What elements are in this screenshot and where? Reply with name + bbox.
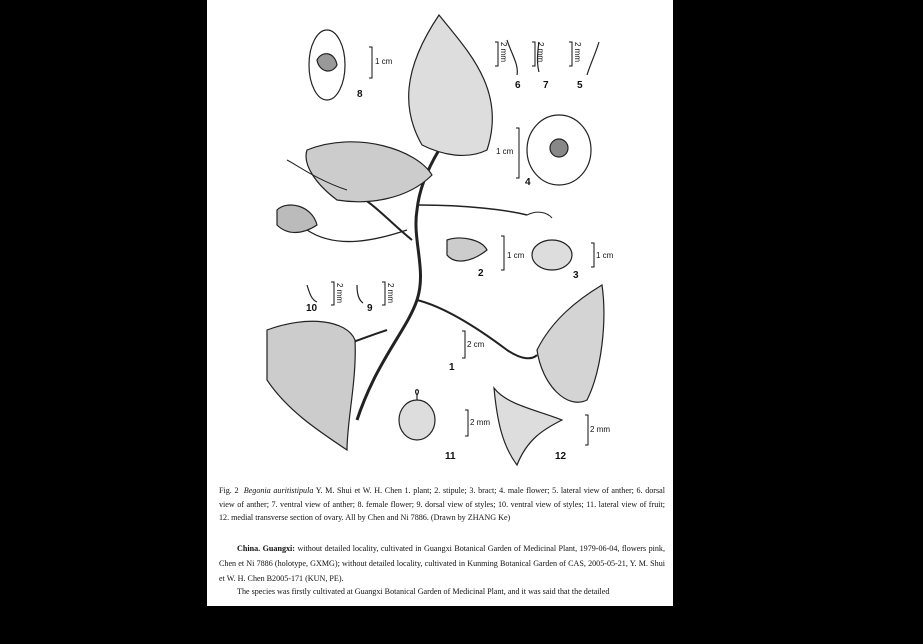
figure-label-11: 11	[445, 451, 456, 462]
species-name: Begonia auritistipula	[243, 486, 314, 495]
figure-label-3: 3	[573, 270, 579, 281]
scale-label-2: 1 cm	[507, 251, 525, 260]
specimen-region: China. Guangxi:	[237, 544, 295, 553]
scale-label-8: 1 cm	[375, 57, 393, 66]
figure-caption	[219, 484, 665, 525]
scale-label-9: 2 mm	[386, 283, 395, 303]
scale-label-6: 2 mm	[499, 42, 508, 62]
figure-label-10: 10	[306, 303, 318, 314]
figure-number: Fig. 2	[219, 486, 239, 495]
figure-label-7: 7	[543, 80, 549, 91]
specimens-paragraph	[219, 541, 665, 586]
scale-label-4: 1 cm	[496, 147, 514, 156]
figure-label-9: 9	[367, 303, 373, 314]
document-page	[207, 0, 673, 606]
scale-label-11: 2 mm	[470, 418, 490, 427]
figure-label-12: 12	[555, 451, 567, 462]
figure-label-1: 1	[449, 362, 455, 373]
body-paragraph	[219, 584, 665, 599]
scale-label-12: 2 mm	[590, 425, 610, 434]
scale-label-3: 1 cm	[596, 251, 614, 260]
figure-label-8: 8	[357, 89, 363, 100]
specimen-text: without detailed locality, cultivated in Guangxi Botanical Garden of Medicinal Plant, 1979-06-04, flowers pink, Chen et Ni 7886 (holotype, GXMG); without detailed locality, cultivated in Kunming Botanical Garden of CAS, 2005-05-21, Y. M. Shui et W. H. Chen B2005-171 (KUN, PE).	[219, 544, 665, 583]
body-text: The species was firstly cultivated at Guangxi Botanical Garden of Medicinal Plant, and it was said that the detailed	[237, 587, 610, 596]
scale-label-1: 2 cm	[467, 340, 485, 349]
figure-label-5: 5	[577, 80, 583, 91]
scale-label-7: 2 mm	[536, 42, 545, 62]
figure-label-6: 6	[515, 80, 521, 91]
figure-label-2: 2	[478, 268, 484, 279]
caption-text: Y. M. Shui et W. H. Chen 1. plant; 2. stipule; 3. bract; 4. male flower; 5. lateral view of anther; 6. dorsal view of anther; 7. ventral view of anther; 8. female flower; 9. dorsal view of styles; 10. ventral view of styles; 11. lateral view of fruit; 12. medial transverse section of ovary. All by Chen and Ni 7886. (Drawn by ZHANG Ke)	[219, 486, 665, 522]
scale-label-5: 2 mm	[573, 42, 582, 62]
scale-label-10: 2 mm	[335, 283, 344, 303]
botanical-illustration	[207, 0, 673, 475]
figure-label-4: 4	[525, 177, 531, 188]
